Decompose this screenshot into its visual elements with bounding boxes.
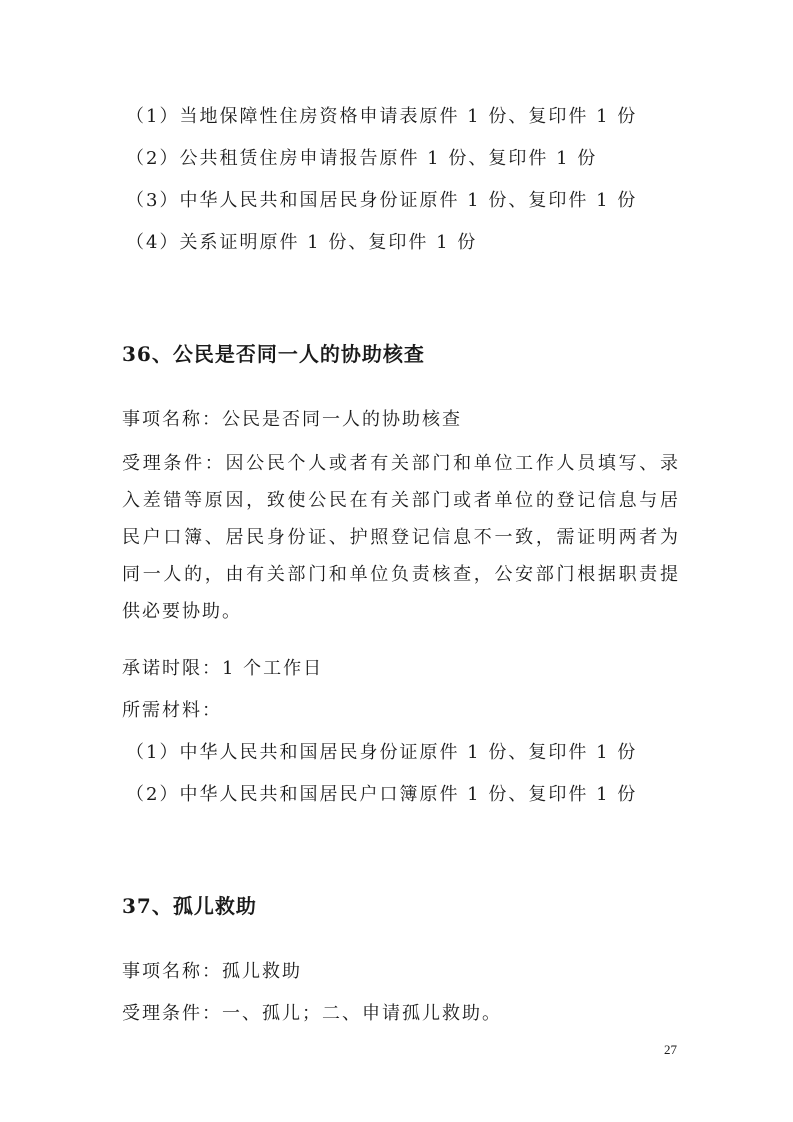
material-item: （1）当地保障性住房资格申请表原件 1 份、复印件 1 份 xyxy=(126,106,638,127)
section-heading: 37、孤儿救助 xyxy=(122,894,257,918)
page-number: 27 xyxy=(664,1042,677,1057)
material-item: （3）中华人民共和国居民身份证原件 1 份、复印件 1 份 xyxy=(126,190,638,211)
acceptance-conditions: 受理条件：一、孤儿；二、申请孤儿救助。 xyxy=(122,1003,502,1024)
item-name: 事项名称：孤儿救助 xyxy=(122,961,302,982)
material-item: （2）中华人民共和国居民户口簿原件 1 份、复印件 1 份 xyxy=(126,784,638,805)
material-item: （1）中华人民共和国居民身份证原件 1 份、复印件 1 份 xyxy=(126,742,638,763)
acceptance-conditions: 受理条件：因公民个人或者有关部门和单位工作人员填写、录入差错等原因，致使公民在有关部门或者单位的登记信息与居民户口簿、居民身份证、护照登记信息不一致，需证明两者为同一人的，由有关部门和单位负责核查，公安部门根据职责提供必要协助。 xyxy=(122,453,680,622)
time-limit: 承诺时限：1 个工作日 xyxy=(122,658,324,679)
item-name: 事项名称：公民是否同一人的协助核查 xyxy=(122,409,462,430)
materials-label: 所需材料： xyxy=(122,700,222,721)
material-item: （4）关系证明原件 1 份、复印件 1 份 xyxy=(126,232,478,253)
material-item: （2）公共租赁住房申请报告原件 1 份、复印件 1 份 xyxy=(126,148,598,169)
section-heading: 36、公民是否同一人的协助核查 xyxy=(122,342,425,366)
